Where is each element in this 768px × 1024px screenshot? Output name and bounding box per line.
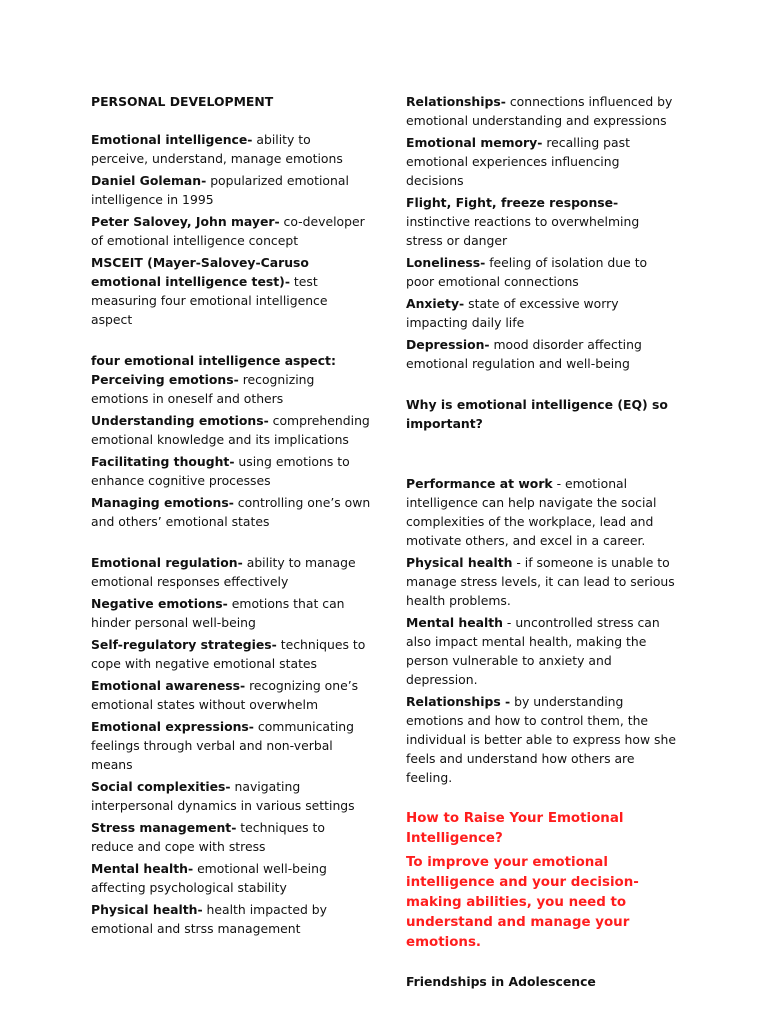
definition-entry xyxy=(91,900,371,938)
definition-term: Managing emotions- xyxy=(91,495,234,510)
definition-text: techniques to cope with negative emotional states xyxy=(91,637,366,671)
definition-entry xyxy=(91,171,371,209)
definition-text: health impacted by emotional and strss management xyxy=(91,902,327,936)
definition-term: Relationships - xyxy=(406,694,511,709)
definition-entry xyxy=(91,676,371,714)
definition-text: controlling one’s own and others’ emotional states xyxy=(91,495,371,529)
definition-text: popularized emotional intelligence in 1995 xyxy=(91,173,349,207)
definition-term: Performance at work xyxy=(406,476,553,491)
definition-entry xyxy=(91,370,371,408)
definitions-group-2 xyxy=(91,370,371,531)
definition-entry xyxy=(406,553,678,610)
definition-term: Stress management- xyxy=(91,820,237,835)
definition-term: Facilitating thought- xyxy=(91,454,235,469)
definition-text: comprehending emotional knowledge and its implications xyxy=(91,413,370,447)
definition-term: Anxiety- xyxy=(406,296,465,311)
definition-entry xyxy=(406,335,678,373)
definition-text: recalling past emotional experiences influencing decisions xyxy=(406,135,630,188)
definition-term: Flight, Fight, freeze response- xyxy=(406,195,619,210)
definition-text: emotional well-being affecting psychological stability xyxy=(91,861,327,895)
definition-entry xyxy=(406,474,678,550)
definition-term: Emotional intelligence- xyxy=(91,132,253,147)
definition-text: instinctive reactions to overwhelming stress or danger xyxy=(406,214,640,248)
definition-entry xyxy=(91,553,371,591)
definition-text: techniques to reduce and cope with stress xyxy=(91,820,325,854)
definition-entry xyxy=(406,193,678,250)
definition-term: Physical health- xyxy=(91,902,203,917)
definition-text: state of excessive worry impacting daily life xyxy=(406,296,619,330)
definitions-group-1 xyxy=(91,130,371,329)
definition-entry xyxy=(91,212,371,250)
definition-term: Emotional memory- xyxy=(406,135,543,150)
definition-entry xyxy=(406,613,678,689)
definition-entry xyxy=(91,717,371,774)
definition-entry xyxy=(91,635,371,673)
definition-text: recognizing emotions in oneself and others xyxy=(91,372,315,406)
definition-entry xyxy=(406,253,678,291)
definition-text: test measuring four emotional intelligence aspect xyxy=(91,274,328,327)
definition-entry xyxy=(406,92,678,130)
definition-text: - uncontrolled stress can also impact mental health, making the person vulnerable to anxiety and depression. xyxy=(406,615,660,687)
definition-entry xyxy=(91,594,371,632)
definition-text: emotions that can hinder personal well-being xyxy=(91,596,345,630)
definition-term: Negative emotions- xyxy=(91,596,228,611)
definition-term: Emotional awareness- xyxy=(91,678,246,693)
definition-text: ability to manage emotional responses effectively xyxy=(91,555,356,589)
definition-text: feeling of isolation due to poor emotional connections xyxy=(406,255,648,289)
definition-text: using emotions to enhance cognitive processes xyxy=(91,454,350,488)
definition-entry xyxy=(406,294,678,332)
definition-term: Physical health xyxy=(406,555,513,570)
definition-text: by understanding emotions and how to control them, the individual is better able to express how she feels and understand how others are feeling. xyxy=(406,694,676,785)
definition-entry xyxy=(91,253,371,329)
definition-term: Self-regulatory strategies- xyxy=(91,637,277,652)
definition-term: Mental health xyxy=(406,615,503,630)
definition-term: Social complexities- xyxy=(91,779,231,794)
eq-reasons-list xyxy=(406,474,678,787)
definition-text: connections influenced by emotional understanding and expressions xyxy=(406,94,673,128)
definition-text: mood disorder affecting emotional regulation and well-being xyxy=(406,337,642,371)
right-column xyxy=(406,92,678,991)
definition-text: - if someone is unable to manage stress levels, it can lead to serious health problems. xyxy=(406,555,675,608)
definition-entry xyxy=(91,859,371,897)
definition-entry xyxy=(91,493,371,531)
definition-term: Emotional regulation- xyxy=(91,555,243,570)
definition-text: - emotional intelligence can help navigate the social complexities of the workplace, lead and motivate others, and excel in a career. xyxy=(406,476,657,548)
definition-text: ability to perceive, understand, manage emotions xyxy=(91,132,343,166)
eq-question-heading: Why is emotional intelligence (EQ) so important? xyxy=(406,397,668,431)
definition-entry xyxy=(91,452,371,490)
friendships-heading: Friendships in Adolescence xyxy=(406,974,596,989)
definition-text: recognizing one’s emotional states without overwhelm xyxy=(91,678,359,712)
aspects-heading: four emotional intelligence aspect: xyxy=(91,353,336,368)
definition-term: Relationships- xyxy=(406,94,506,109)
definition-text: navigating interpersonal dynamics in various settings xyxy=(91,779,355,813)
left-column xyxy=(91,92,371,941)
definition-entry xyxy=(91,818,371,856)
definition-term: Emotional expressions- xyxy=(91,719,254,734)
definition-term: MSCEIT (Mayer-Salovey-Caruso emotional intelligence test)- xyxy=(91,255,309,289)
definition-term: Understanding emotions- xyxy=(91,413,269,428)
definition-term: Mental health- xyxy=(91,861,194,876)
definition-term: Daniel Goleman- xyxy=(91,173,207,188)
definitions-group-4 xyxy=(406,92,678,373)
definition-entry xyxy=(91,130,371,168)
definitions-group-3 xyxy=(91,553,371,938)
definition-entry xyxy=(406,133,678,190)
definition-entry xyxy=(91,411,371,449)
section-title: PERSONAL DEVELOPMENT xyxy=(91,94,274,109)
definition-entry xyxy=(406,692,678,787)
definition-text: co-developer of emotional intelligence concept xyxy=(91,214,365,248)
definition-entry xyxy=(91,777,371,815)
raise-eq-heading: How to Raise Your Emotional Intelligence? xyxy=(406,811,624,846)
definition-term: Depression- xyxy=(406,337,490,352)
raise-eq-body: To improve your emotional intelligence and your decision-making abilities, you need to understand and manage your emotions. xyxy=(406,855,639,950)
definition-term: Loneliness- xyxy=(406,255,486,270)
definition-term: Perceiving emotions- xyxy=(91,372,239,387)
definition-term: Peter Salovey, John mayer- xyxy=(91,214,280,229)
definition-text: communicating feelings through verbal and non-verbal means xyxy=(91,719,354,772)
